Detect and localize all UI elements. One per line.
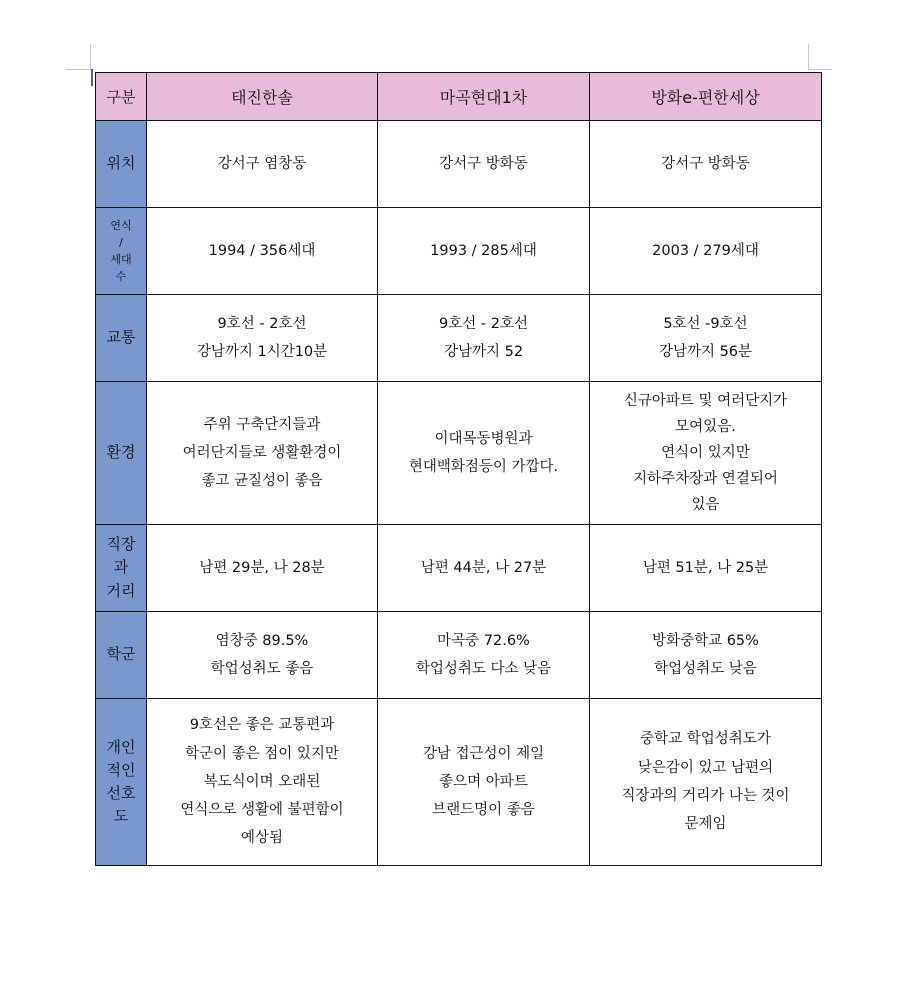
- crop-mark-left-horizontal: [66, 69, 90, 70]
- table-cell: [147, 208, 378, 295]
- cell-line: 2003 / 279세대: [652, 242, 759, 259]
- table-cell: [147, 699, 378, 866]
- cell-line: 5호선 -9호선: [663, 315, 748, 332]
- cell-line: 9호선은 좋은 교통편과: [189, 717, 335, 734]
- cell-line: 남편 44분, 나 27분: [420, 559, 547, 576]
- row-label-line: 과: [113, 558, 129, 577]
- cell-line: 모여있음.: [675, 418, 736, 435]
- cell-line: 학업성취도 다소 낮음: [415, 661, 552, 677]
- table-cell: [147, 121, 378, 208]
- cell-line: 방화중학교 65%: [652, 632, 759, 649]
- cell-line: 예상됨: [240, 830, 284, 847]
- header-row: [96, 73, 822, 121]
- row-school-district: [96, 612, 822, 699]
- cell-line: 마곡중 72.6%: [437, 632, 530, 649]
- table-cell: [378, 699, 590, 866]
- table-cell: [378, 295, 590, 382]
- cell-line: 학군이 좋은 점이 있지만: [185, 745, 339, 762]
- table-cell: [590, 612, 822, 699]
- row-label: [96, 121, 147, 208]
- row-label-line: 개인: [106, 737, 136, 756]
- row-label-line: /: [119, 235, 123, 249]
- row-location: [96, 121, 822, 208]
- header-category: 구분: [96, 73, 147, 121]
- table-cell: [590, 699, 822, 866]
- table-cell: [590, 208, 822, 295]
- row-label-line: 교통: [106, 328, 136, 347]
- cell-line: 1994 / 356세대: [208, 242, 316, 259]
- table-cell: [147, 525, 378, 612]
- cell-line: 현대백화점등이 가깝다.: [408, 459, 559, 475]
- cell-line: 학업성취도 낮음: [654, 661, 757, 677]
- cell-line: 복도식이며 오래된: [203, 773, 321, 790]
- cell-line: 학업성취도 좋음: [210, 661, 314, 677]
- cell-line: 강서구 방화동: [661, 155, 750, 172]
- row-label: [96, 208, 147, 295]
- row-label: [96, 699, 147, 866]
- cell-line: 1993 / 285세대: [430, 242, 537, 259]
- table-cell: [378, 208, 590, 295]
- cell-line: 중학교 학업성취도가: [640, 731, 771, 748]
- row-label-line: 적인: [106, 760, 136, 779]
- row-label-line: 선호: [106, 784, 136, 802]
- crop-mark-left-vertical: [90, 44, 91, 70]
- row-label-line: 수: [115, 270, 127, 284]
- cell-line: 9호선 - 2호선: [439, 315, 528, 332]
- table-cell: [378, 612, 590, 699]
- cell-line: 남편 29분, 나 28분: [199, 559, 325, 576]
- table-cell: [147, 295, 378, 382]
- header-apartment-1: 태진한솔: [147, 73, 378, 121]
- table-cell: [378, 525, 590, 612]
- row-label: [96, 295, 147, 382]
- cell-line: 낮은감이 있고 남편의: [637, 759, 774, 776]
- table-cell: [147, 612, 378, 699]
- cell-line: 좋고 균질성이 좋음: [201, 473, 323, 490]
- text-cursor: [91, 69, 93, 86]
- row-label-line: 학군: [106, 645, 136, 664]
- crop-mark-right-vertical: [808, 44, 809, 70]
- row-label-line: 거리: [106, 581, 136, 600]
- cell-line: 남편 51분, 나 25분: [642, 559, 769, 576]
- row-label: [96, 525, 147, 612]
- cell-line: 연식이 있지만: [661, 444, 750, 461]
- cell-line: 강남까지 52: [443, 344, 524, 360]
- cell-line: 여러단지들로 생활환경이: [182, 444, 342, 461]
- row-label-line: 도: [113, 807, 129, 826]
- table-cell: [378, 382, 590, 525]
- cell-line: 강서구 염창동: [217, 155, 307, 172]
- row-label-line: 환경: [106, 443, 136, 462]
- header-apartment-3: 방화e-편한세상: [590, 73, 822, 121]
- cell-line: 이대목동병원과: [434, 430, 533, 447]
- cell-line: 좋으며 아파트: [439, 773, 528, 790]
- cell-line: 강남까지 56분: [658, 344, 753, 360]
- cell-line: 강남까지 1시간10분: [196, 344, 328, 360]
- table-cell: [147, 382, 378, 525]
- cell-line: 강서구 방화동: [439, 155, 528, 172]
- row-commute: [96, 525, 822, 612]
- table-cell: [590, 382, 822, 525]
- cell-line: 연식으로 생활에 불편함이: [180, 802, 344, 819]
- row-label-line: 세대: [110, 253, 132, 266]
- cell-line: 염창중 89.5%: [215, 632, 309, 649]
- cell-line: 문제임: [684, 816, 727, 833]
- cell-line: 지하주차장과 연결되어: [633, 471, 778, 488]
- row-label: [96, 382, 147, 525]
- row-label-line: 위치: [106, 154, 136, 173]
- cell-line: 신규아파트 및 여러단지가: [623, 392, 788, 409]
- cell-line: 강남 접근성이 제일: [422, 745, 545, 762]
- crop-mark-right-horizontal: [808, 69, 832, 70]
- cell-line: 주위 구축단지들과: [203, 416, 321, 433]
- row-transport: [96, 295, 822, 382]
- row-label-line: 직장: [106, 535, 136, 554]
- table-cell: [590, 295, 822, 382]
- row-label: [96, 612, 147, 699]
- table-cell: [378, 121, 590, 208]
- apartment-comparison-table: [95, 72, 822, 866]
- cell-line: 9호선 - 2호선: [217, 315, 307, 332]
- row-year-households: [96, 208, 822, 295]
- row-personal-preference: [96, 699, 822, 866]
- table-cell: [590, 121, 822, 208]
- row-environment: [96, 382, 822, 525]
- cell-line: 있음: [691, 497, 720, 514]
- cell-line: 직장과의 거리가 나는 것이: [621, 788, 790, 804]
- cell-line: 브랜드명이 좋음: [432, 802, 535, 819]
- table-cell: [590, 525, 822, 612]
- row-label-line: 연식: [110, 218, 132, 232]
- header-apartment-2: 마곡현대1차: [378, 73, 590, 121]
